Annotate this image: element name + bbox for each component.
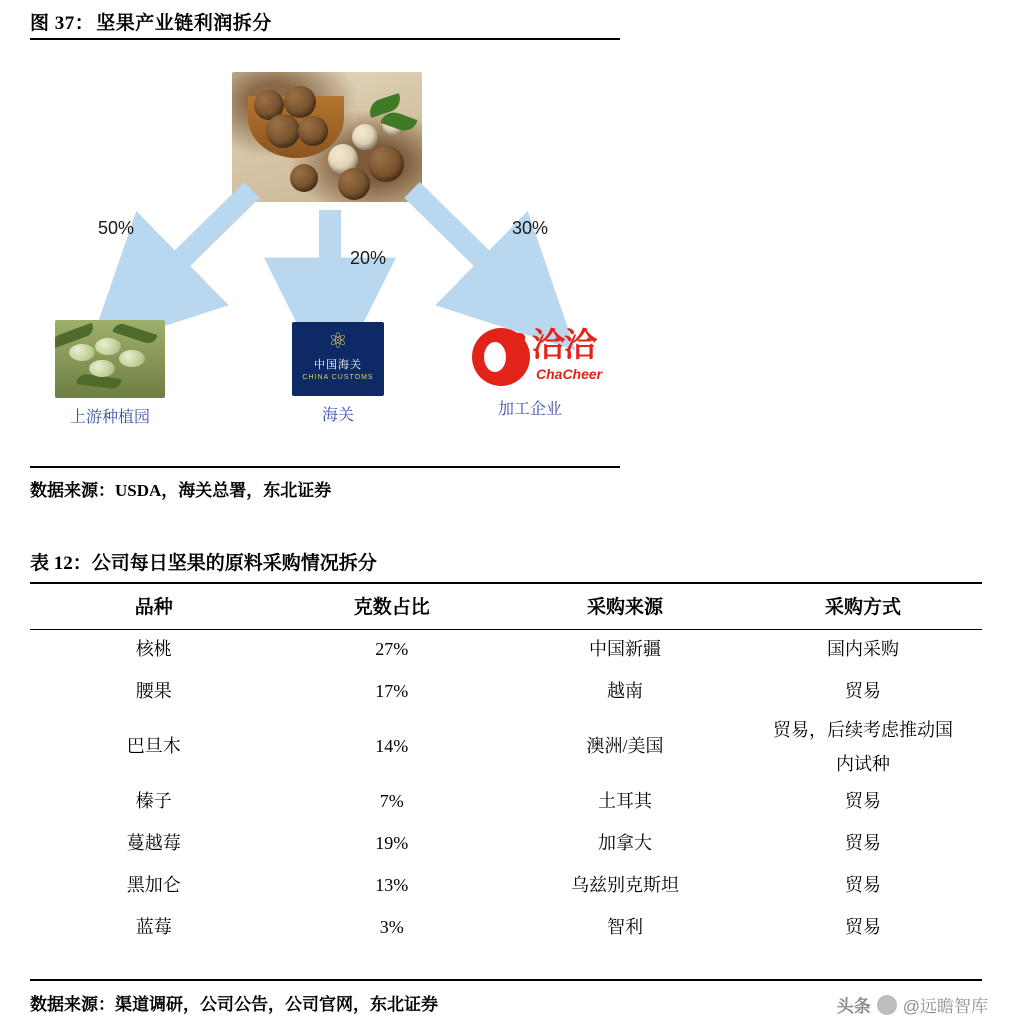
customs-logo-cn: 中国海关 bbox=[314, 359, 362, 371]
nut-shape bbox=[368, 146, 404, 182]
cell-variety: 蓝莓 bbox=[135, 916, 172, 937]
figure-source: 数据来源：USDA，海关总署，东北证券 bbox=[30, 481, 332, 500]
cell-origin: 乌兹别克斯坦 bbox=[570, 874, 679, 895]
table-number: 表 12： bbox=[30, 553, 92, 574]
cell-origin: 中国新疆 bbox=[588, 639, 661, 659]
nut-shape bbox=[284, 86, 316, 118]
plantation-photo bbox=[55, 320, 165, 398]
figure-bottom-rule bbox=[30, 466, 620, 468]
cell-origin: 土耳其 bbox=[597, 791, 652, 812]
cell-variety: 蔓越莓 bbox=[126, 833, 181, 854]
figure-title bbox=[30, 8, 272, 35]
col-method: 采购方式 bbox=[824, 597, 901, 618]
node-label-processing: 加工企业 bbox=[497, 401, 562, 418]
nut-photo bbox=[232, 72, 422, 202]
cell-share: 3% bbox=[379, 916, 404, 937]
figure-number: 图 37： bbox=[30, 13, 95, 34]
cell-share: 27% bbox=[375, 639, 409, 659]
cell-share: 14% bbox=[375, 736, 409, 757]
cell-origin: 澳洲/美国 bbox=[586, 736, 664, 757]
cell-method: 贸易 bbox=[844, 874, 881, 895]
table-row bbox=[30, 781, 982, 823]
figure-body bbox=[30, 40, 620, 465]
cell-origin: 加拿大 bbox=[597, 833, 652, 854]
chacheer-bird-icon bbox=[472, 328, 530, 386]
cell-share: 19% bbox=[375, 833, 409, 854]
table-row bbox=[30, 865, 982, 907]
col-origin: 采购来源 bbox=[586, 597, 663, 618]
node-customs bbox=[278, 322, 398, 425]
procurement-table bbox=[30, 584, 982, 949]
watermark-account: @远瞻智库 bbox=[902, 997, 988, 1016]
cell-origin: 智利 bbox=[606, 916, 643, 937]
node-processing bbox=[470, 322, 603, 419]
table-header-rule bbox=[30, 629, 982, 630]
cell-variety: 榛子 bbox=[135, 791, 172, 812]
table-title-text: 公司每日坚果的原料采购情况拆分 bbox=[91, 553, 377, 574]
cell-variety: 巴旦木 bbox=[126, 736, 181, 757]
nut-pod bbox=[95, 338, 121, 355]
watermark bbox=[837, 992, 988, 1017]
cell-origin: 越南 bbox=[606, 680, 643, 701]
table-row bbox=[30, 907, 982, 949]
percent-upstream: 50% bbox=[98, 218, 135, 238]
chacheer-logo bbox=[470, 322, 620, 394]
customs-logo-en: CHINA CUSTOMS bbox=[302, 374, 374, 381]
cell-method: 国内采购 bbox=[826, 639, 899, 659]
nut-shape bbox=[338, 168, 370, 200]
table-title bbox=[30, 548, 377, 575]
cell-method: 贸易 bbox=[844, 833, 881, 854]
figure-title-text: 坚果产业链利润拆分 bbox=[96, 13, 272, 34]
node-plantation bbox=[50, 320, 170, 427]
cell-variety: 核桃 bbox=[135, 639, 172, 659]
china-customs-logo bbox=[292, 322, 384, 396]
nut-pod bbox=[119, 350, 145, 367]
nut-shape bbox=[298, 116, 328, 146]
nut-pod bbox=[89, 360, 115, 377]
chacheer-logo-cn: 洽洽 bbox=[532, 328, 596, 364]
cell-method: 贸易，后续考虑推动国内试种 bbox=[772, 719, 953, 774]
table-row bbox=[30, 629, 982, 671]
cell-variety: 黑加仑 bbox=[126, 874, 181, 895]
nut-shape bbox=[266, 114, 300, 148]
nut-shape-light bbox=[352, 124, 378, 150]
cell-share: 13% bbox=[375, 874, 409, 895]
nut-pod bbox=[69, 344, 95, 361]
cell-variety: 腰果 bbox=[135, 680, 172, 701]
table-source: 数据来源：渠道调研，公司公告，公司官网，东北证券 bbox=[30, 995, 438, 1014]
col-variety: 品种 bbox=[134, 597, 173, 618]
percent-customs: 20% bbox=[350, 248, 387, 268]
chacheer-logo-en: ChaCheer bbox=[536, 366, 603, 382]
watermark-brand: 头条 bbox=[836, 997, 871, 1016]
cell-share: 7% bbox=[379, 791, 404, 812]
table-row bbox=[30, 713, 982, 781]
node-label-customs: 海关 bbox=[321, 407, 354, 424]
customs-emblem-icon: ⚛ bbox=[328, 328, 348, 353]
cell-method: 贸易 bbox=[844, 916, 881, 937]
table-row bbox=[30, 823, 982, 865]
nut-shape bbox=[290, 164, 318, 192]
cell-share: 17% bbox=[375, 680, 409, 701]
table-bottom-rule bbox=[30, 979, 982, 981]
col-share: 克数占比 bbox=[353, 597, 430, 618]
table-header-row bbox=[30, 584, 982, 629]
table-row bbox=[30, 671, 982, 713]
watermark-avatar-icon bbox=[877, 995, 897, 1015]
cell-method: 贸易 bbox=[844, 680, 881, 701]
percent-processing: 30% bbox=[512, 218, 549, 238]
cell-method: 贸易 bbox=[844, 791, 881, 812]
node-label-plantation: 上游种植园 bbox=[69, 409, 150, 426]
